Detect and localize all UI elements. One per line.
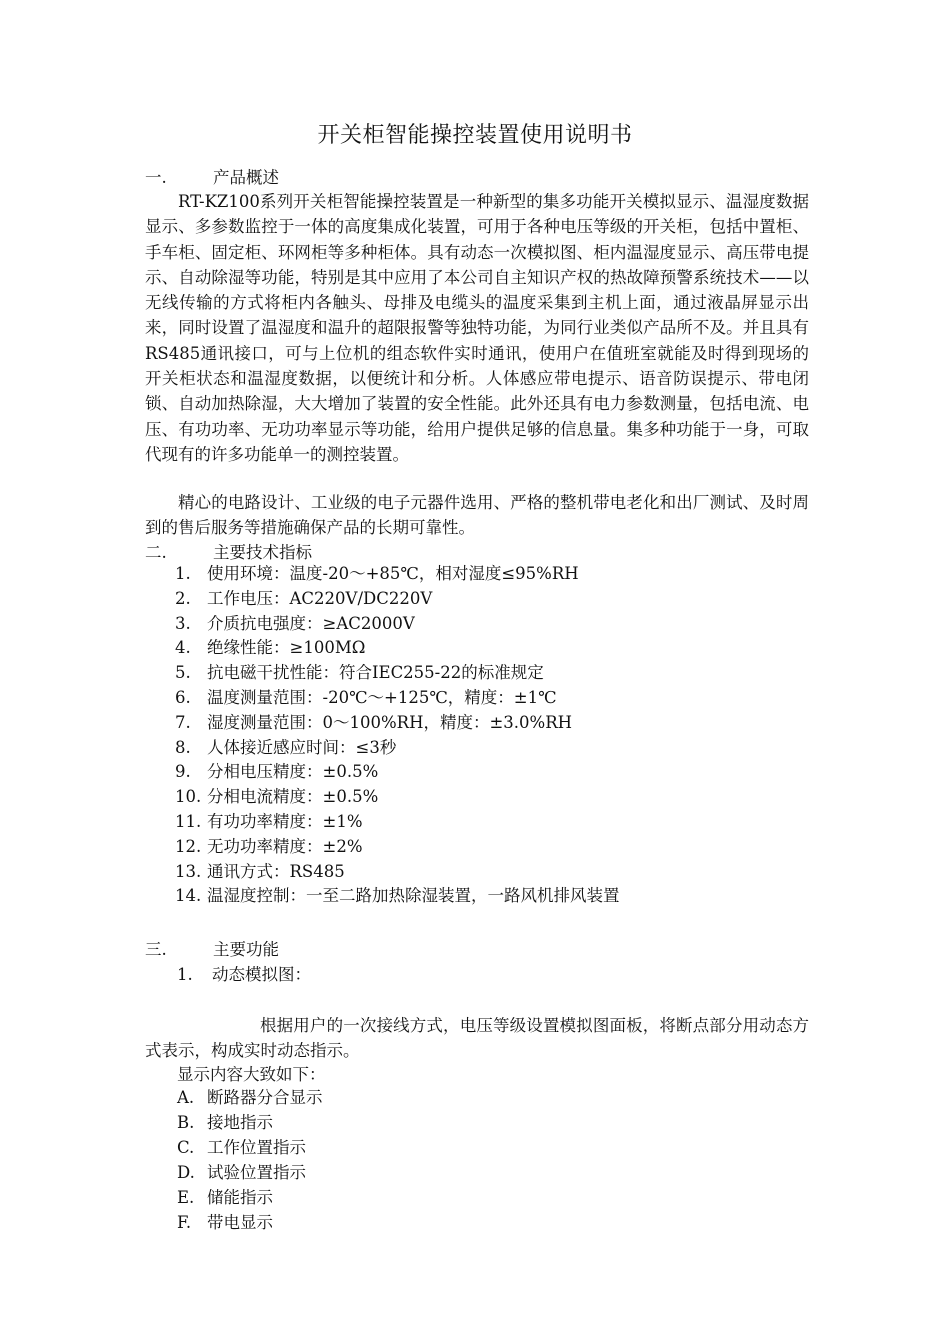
display-intro: 显示内容大致如下： <box>177 1065 326 1084</box>
section-title: 产品概述 <box>213 168 279 187</box>
section-number: 一. <box>145 168 167 187</box>
list-item: A. 断路器分合显示 <box>177 1088 323 1107</box>
specs-list <box>175 562 620 909</box>
list-item: D. 试验位置指示 <box>177 1163 306 1182</box>
overview-paragraph-1 <box>145 189 809 467</box>
list-item: 4. 绝缘性能：≥100MΩ <box>175 638 366 658</box>
paragraph-text: 根据用户的一次接线方式，电压等级设置模拟图面板，将断点部分用动态方式表示，构成实时动态指示。 <box>145 1016 809 1061</box>
list-item: 3. 介质抗电强度：≥AC2000V <box>175 613 415 633</box>
list-item: 7. 湿度测量范围：0～100%RH，精度：±3.0%RH <box>175 712 573 732</box>
list-item: C. 工作位置指示 <box>177 1138 306 1157</box>
list-item: E. 储能指示 <box>177 1188 273 1207</box>
document-title: 开关柜智能操控装置使用说明书 <box>317 123 633 148</box>
section-heading-specs <box>145 539 312 563</box>
list-item: 11. 有功功率精度：±1% <box>175 811 363 831</box>
list-item: 14. 温湿度控制：一至二路加热除湿装置，一路风机排风装置 <box>175 886 620 906</box>
paragraph-text: 精心的电路设计、工业级的电子元器件选用、严格的整机带电老化和出厂测试、及时周到的售后服务等措施确保产品的长期可靠性。 <box>145 493 809 538</box>
list-item: B. 接地指示 <box>177 1113 273 1132</box>
list-item: 12. 无功功率精度：±2% <box>175 836 363 856</box>
list-item: 8. 人体接近感应时间：≤3秒 <box>175 737 397 757</box>
list-item: 13. 通讯方式：RS485 <box>175 861 345 881</box>
list-item: 2. 工作电压：AC220V/DC220V <box>175 588 433 608</box>
section-number: 三. <box>145 940 167 959</box>
list-item: 5. 抗电磁干扰性能：符合IEC255-22的标准规定 <box>175 663 544 683</box>
overview-paragraph-2 <box>145 490 809 541</box>
display-items-list <box>177 1060 323 1235</box>
list-item: 10. 分相电流精度：±0.5% <box>175 787 379 807</box>
paragraph-text: RT-KZ100系列开关柜智能操控装置是一种新型的集多功能开关模拟显示、温湿度数据显示、多参数监控于一体的高度集成化装置，可用于各种电压等级的开关柜，包括中置柜、手车柜、固定柜、环网柜等多种柜体。具有动态一次模拟图、柜内温湿度显示、高压带电提示、自动除湿等功能，特别是其中应用了本公司自主知识产权的热故障预警系统技术——以无线传输的方式将柜内各触头、母排及电缆头的温度采集到主机上面，通过液晶屏显示出来，同时设置了温湿度和温升的超限报警等独特功能，为同行业类似产品所不及。并且具有RS485通讯接口，可与上位机的组态软件实时通讯，使用户在值班室就能及时得到现场的开关柜状态和温湿度数据，以便统计和分析。人体感应带电提示、语音防误提示、带电闭锁、自动加热除湿，大大增加了装置的安全性能。此外还具有电力参数测量，包括电流、电压、有功功率、无功功率显示等功能，给用户提供足够的信息量。集多种功能于一身，可取代现有的许多功能单一的测控装置。 <box>145 192 809 464</box>
section-title: 主要技术指标 <box>213 543 312 562</box>
list-item: 9. 分相电压精度：±0.5% <box>175 762 379 782</box>
list-item: 1. 使用环境：温度-20～+85℃，相对湿度≤95%RH <box>175 564 579 583</box>
section-heading-functions <box>145 936 279 960</box>
function-heading-dynamic-diagram <box>177 961 311 985</box>
function-description <box>145 1013 809 1064</box>
section-number: 二. <box>145 543 167 562</box>
section-title: 主要功能 <box>213 940 279 959</box>
list-item: 6. 温度测量范围：-20℃～+125℃，精度：±1℃ <box>175 687 557 707</box>
list-item: F. 带电显示 <box>177 1213 273 1232</box>
function-title: 动态模拟图： <box>212 965 311 984</box>
function-number: 1. <box>177 965 193 984</box>
section-heading-overview <box>145 164 279 188</box>
